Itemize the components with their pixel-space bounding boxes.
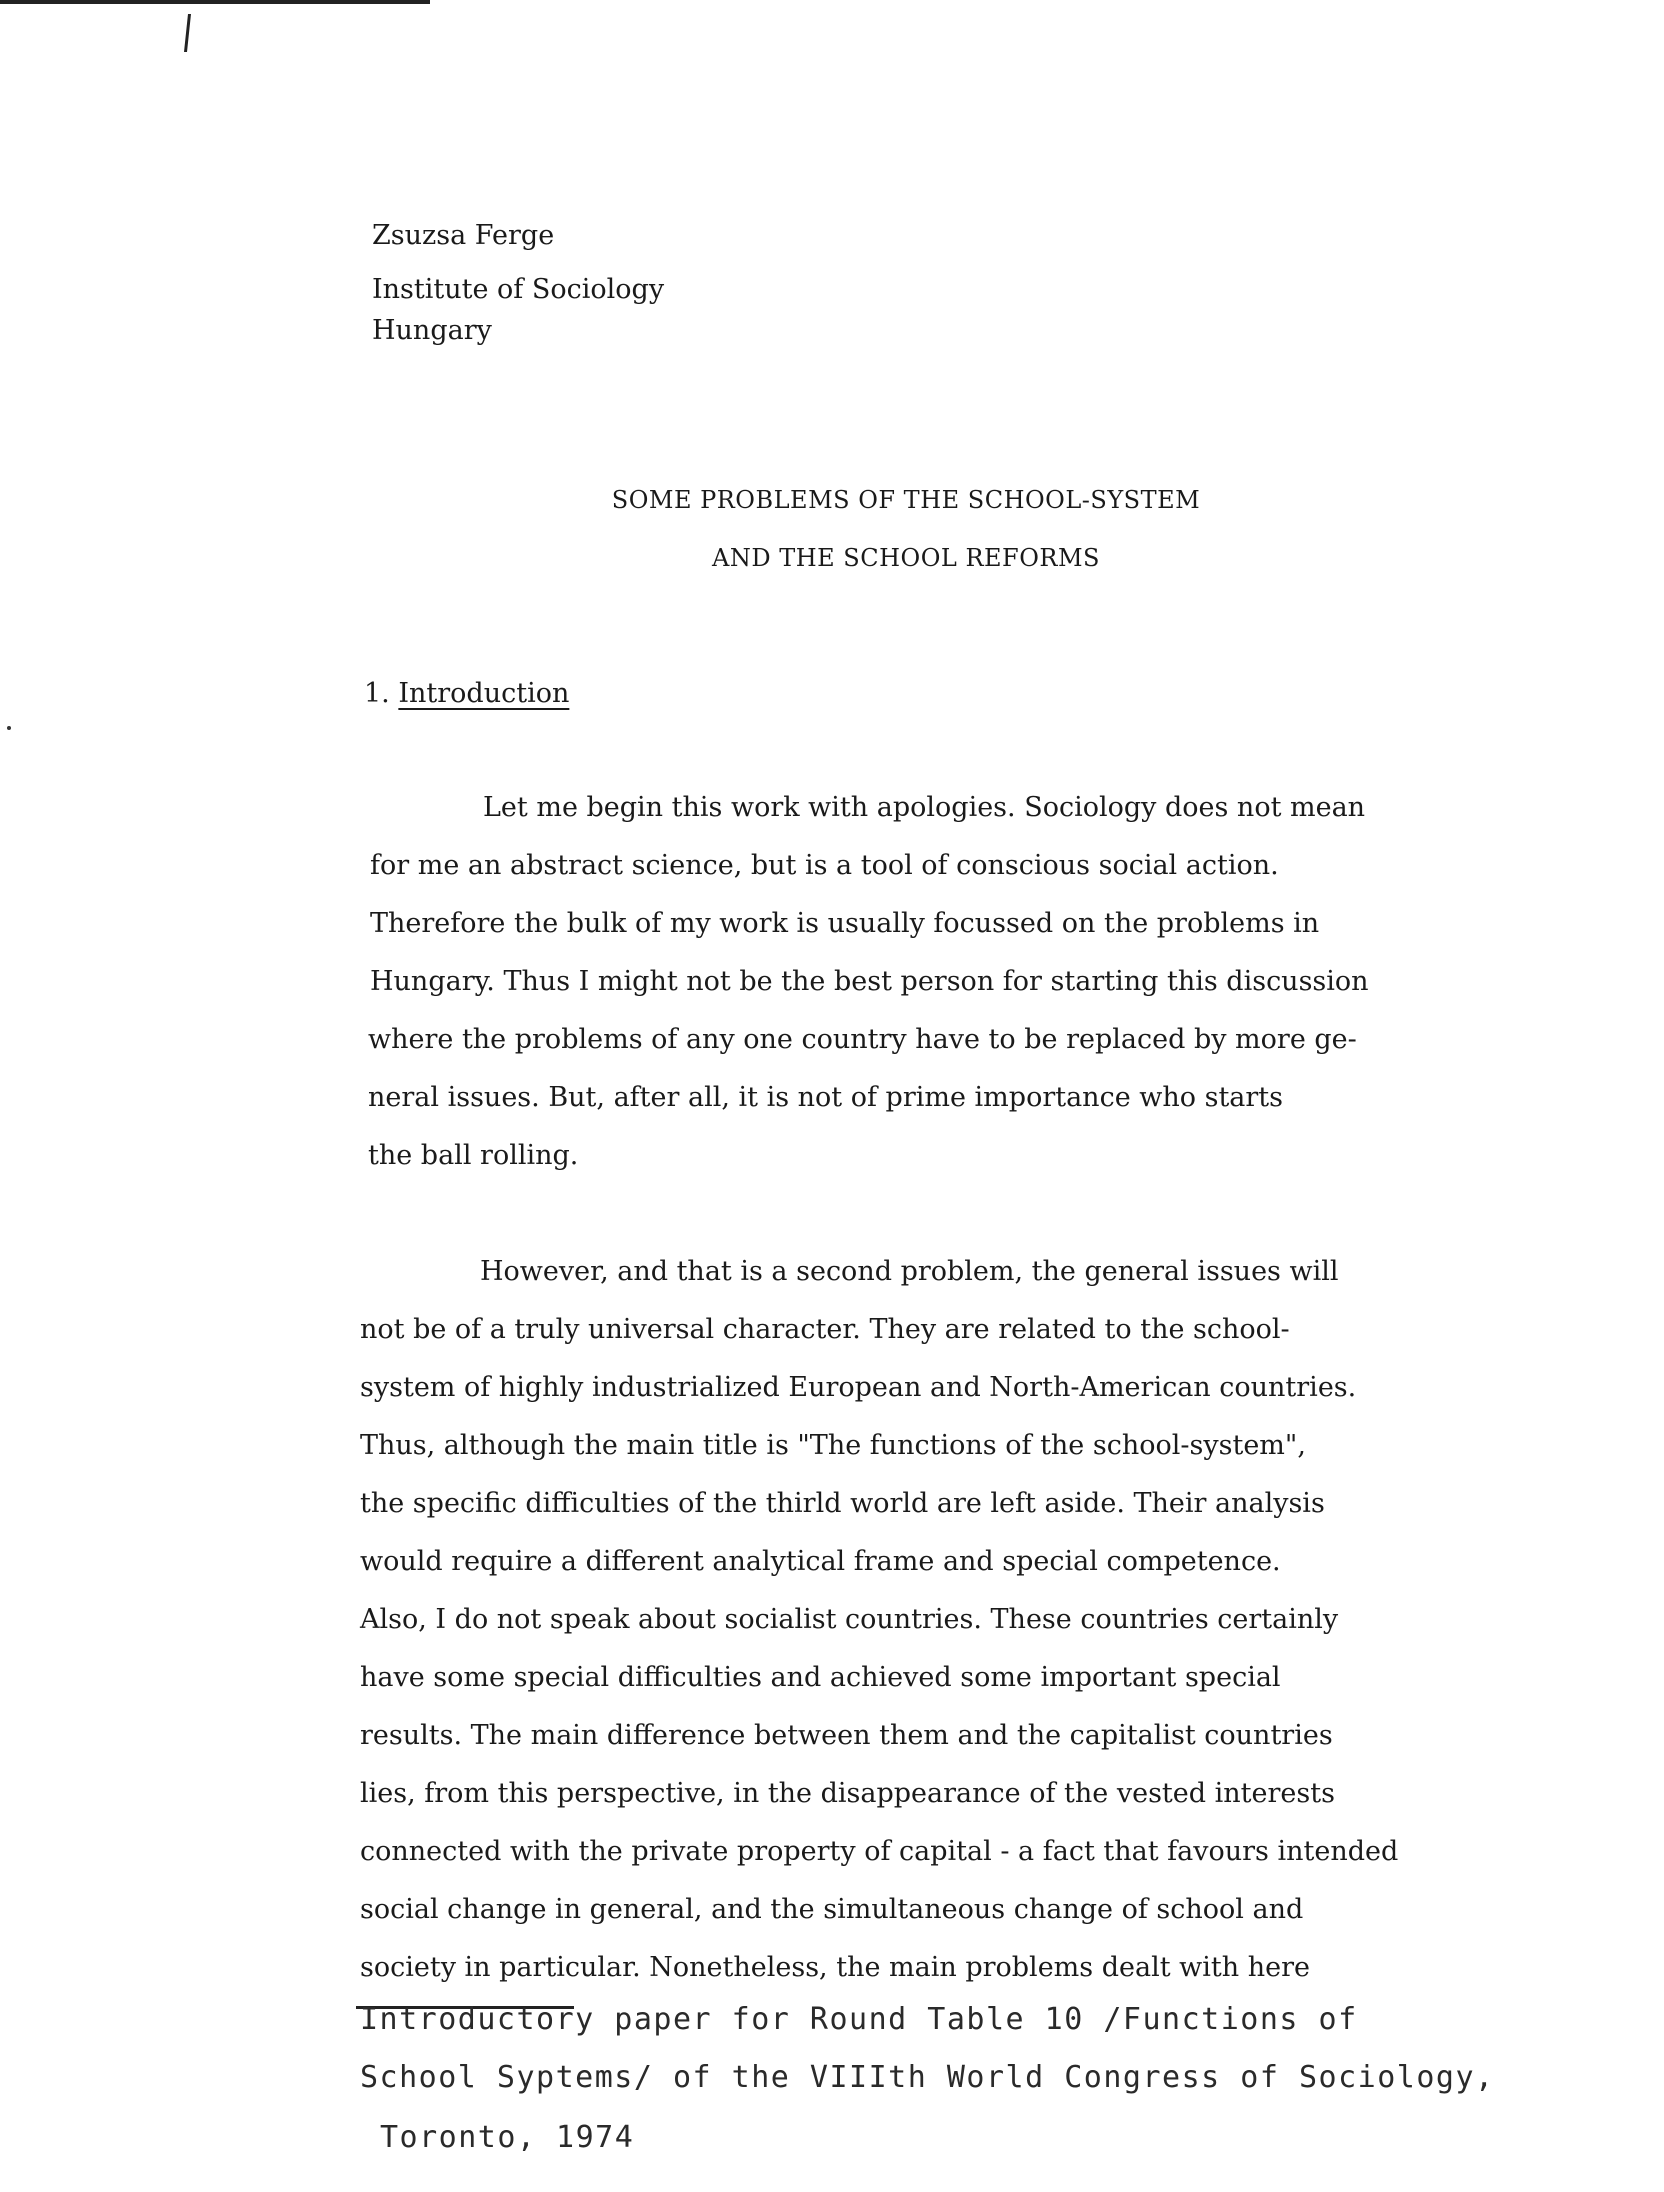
text-line: society in particular. Nonetheless, the main problems dealt with here [360, 1952, 1310, 1983]
text-line: However, and that is a second problem, the general issues will [480, 1256, 1339, 1287]
text-line: connected with the private property of capital - a fact that favours intended [360, 1836, 1399, 1867]
section-title: Introduction [398, 678, 570, 709]
text-line: where the problems of any one country have to be replaced by more ge- [368, 1024, 1357, 1055]
footnote-line: Introductory paper for Round Table 10 /Functions of [360, 2002, 1358, 2037]
section-heading [364, 678, 569, 709]
text-line: for me an abstract science, but is a tool of conscious social action. [370, 850, 1279, 881]
text-line: neral issues. But, after all, it is not of prime importance who starts [368, 1082, 1284, 1113]
section-number: 1. [364, 678, 390, 709]
text-line: social change in general, and the simultaneous change of school and [360, 1894, 1304, 1925]
text-line: the specific difficulties of the thirld world are left aside. Their analysis [360, 1488, 1325, 1519]
text-line: Also, I do not speak about socialist countries. These countries certainly [360, 1604, 1339, 1635]
author-country: Hungary [372, 315, 492, 346]
author-institute: Institute of Sociology [372, 274, 665, 305]
title-line-1: SOME PROBLEMS OF THE SCHOOL-SYSTEM [611, 486, 1201, 514]
text-line: system of highly industrialized European and North-American countries. [360, 1372, 1357, 1403]
footnote-line: Toronto, 1974 [380, 2120, 635, 2155]
text-line: Let me begin this work with apologies. Sociology does not mean [483, 792, 1366, 823]
text-line: results. The main difference between them and the capitalist countries [360, 1720, 1333, 1751]
title-line-2: AND THE SCHOOL REFORMS [712, 544, 1100, 572]
scan-top-mark [184, 14, 191, 52]
scan-top-rule [0, 0, 430, 4]
text-line: the ball rolling. [368, 1140, 579, 1171]
text-line: Therefore the bulk of my work is usually focussed on the problems in [370, 908, 1320, 939]
text-line: Thus, although the main title is "The functions of the school-system", [360, 1430, 1306, 1461]
text-line: not be of a truly universal character. They are related to the school- [360, 1314, 1290, 1345]
text-line: Hungary. Thus I might not be the best person for starting this discussion [370, 966, 1369, 997]
text-line: would require a different analytical frame and special competence. [360, 1546, 1281, 1577]
footnote-line: School Syptems/ of the VIIIth World Congress of Sociology, [360, 2060, 1495, 2095]
text-line: have some special difficulties and achieved some important special [360, 1662, 1281, 1693]
text-line: lies, from this perspective, in the disappearance of the vested interests [360, 1778, 1335, 1809]
author-name: Zsuzsa Ferge [372, 220, 555, 251]
scan-speck [7, 726, 11, 730]
author-block [372, 215, 664, 351]
